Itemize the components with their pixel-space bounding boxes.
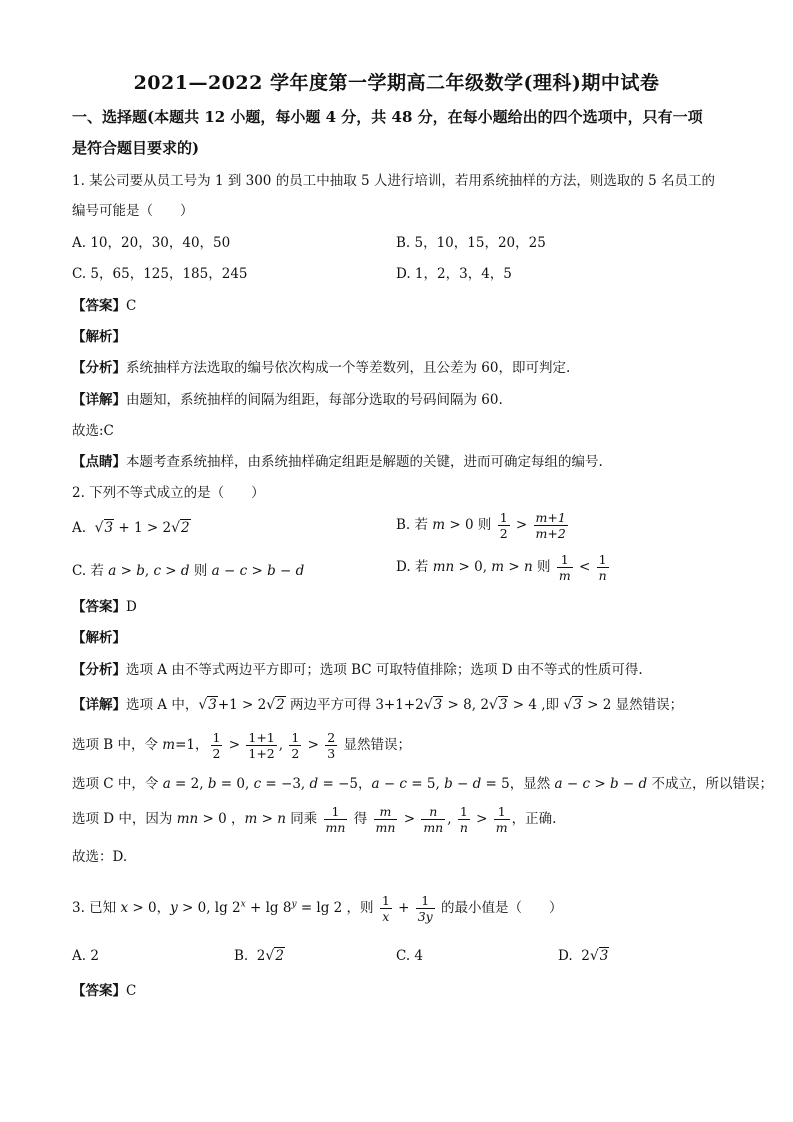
analysis-label: 【解析】: [72, 630, 126, 646]
q2-analysis-heading: [72, 628, 126, 648]
q2-option-c: C. 若 a > b, c > d 则 a − c > b − d: [72, 563, 305, 579]
q3-option-d: D. 2√3: [558, 948, 609, 964]
page-title: 2021—2022 学年度第一学期高二年级数学(理科)期中试卷: [133, 72, 660, 94]
analysis-label: 【解析】: [72, 329, 126, 345]
q1-comment: [72, 452, 603, 472]
answer-label: 【答案】: [72, 298, 126, 314]
q2-answer-value: D: [126, 599, 137, 615]
fenxi-label: 【分析】: [72, 662, 126, 678]
q2-choose: 故选：D.: [72, 849, 128, 865]
q2-answer: [72, 597, 137, 617]
q2-option-b: B. 若 m > 0 则 $\frac{1}{2}$ > $\frac{m+1}{m+2}$: [396, 510, 566, 541]
q1-fenxi: [72, 358, 570, 378]
q2-fenxi-text: 选项 A 由不等式两边平方即可；选项 BC 可取特值排除；选项 D 由不等式的性质可得.: [126, 662, 643, 678]
detail-label: 【详解】: [72, 697, 126, 713]
answer-label: 【答案】: [72, 983, 126, 999]
section-heading-line1: 一、选择题(本题共 12 小题，每小题 4 分，共 48 分，在每小题给出的四个选项中，只有一项: [72, 108, 703, 126]
answer-label: 【答案】: [72, 599, 126, 615]
q1-answer-value: C: [126, 298, 137, 314]
q2-detail-a: 【详解】选项 A 中，√3+1 > 2√2 两边平方可得 3+1+2√3 > 8, 2√3 > 4 ,即 √3 > 2 显然错误；: [72, 697, 684, 713]
q1-choose: 故选:C: [72, 423, 114, 439]
q3-stem-suffix: 的最小值是（ ）: [441, 900, 563, 916]
q1-detail: [72, 390, 503, 410]
q3-option-a: A. 2: [72, 948, 99, 964]
q3-stem-prefix: 3. 已知: [72, 900, 117, 916]
detail-label: 【详解】: [72, 392, 126, 408]
q1-option-d: D. 1，2，3，4，5: [396, 266, 512, 282]
fenxi-label: 【分析】: [72, 360, 126, 376]
q3-option-c: C. 4: [396, 948, 424, 964]
q2-stem: 2. 下列不等式成立的是（ ）: [72, 485, 265, 501]
q1-answer: [72, 296, 136, 316]
q1-stem-line2: 编号可能是（ ）: [72, 203, 194, 219]
q3-answer-value: C: [126, 983, 137, 999]
q2-detail-c: 选项 C 中，令 a = 2, b = 0, c = −3, d = −5，a − c = 5, b − d = 5，显然 a − c > b − d 不成立，所以错误；: [72, 776, 773, 792]
q1-stem-line1: 1. 某公司要从员工号为 1 到 300 的员工中抽取 5 人进行培训，若用系统抽样的方法，则选取的 5 名员工的: [72, 173, 716, 189]
q2-detail-d: 选项 D 中，因为 mn > 0 ，m > n 同乘 $\frac{1}{mn}$ 得 $\frac{m}{mn}$ > $\frac{n}{mn}$ , $\frac{1}{n}$ > $\frac{1}{m}$ ，正确.: [72, 804, 557, 835]
q1-detail-text: 由题知，系统抽样的间隔为组距，每部分选取的号码间隔为 60.: [126, 392, 503, 408]
q1-fenxi-text: 系统抽样方法选取的编号依次构成一个等差数列，且公差为 60，即可判定.: [126, 360, 571, 376]
comment-label: 【点睛】: [72, 454, 126, 470]
q2-detail-b: 选项 B 中，令 m=1， $\frac{1}{2}$ > $\frac{1+1}{1+2}$ , $\frac{1}{2}$ > $\frac{2}{3}$ 显然错误；: [72, 730, 411, 761]
q2-fenxi: [72, 660, 643, 680]
q2-option-a: A. √3 + 1 > 2√2: [72, 520, 190, 536]
q1-comment-text: 本题考查系统抽样，由系统抽样确定组距是解题的关键，进而可确定每组的编号.: [126, 454, 603, 470]
q1-analysis-heading: [72, 327, 126, 347]
q3-option-b: B. 2√2: [234, 948, 284, 964]
section-heading-line2: 是符合题目要求的): [72, 139, 200, 157]
q3-answer: [72, 981, 136, 1001]
q1-option-c: C. 5，65，125，185，245: [72, 266, 248, 282]
q1-option-a: A. 10，20，30，40，50: [72, 235, 231, 251]
q1-option-b: B. 5，10，15，20，25: [396, 235, 546, 251]
q2-option-d: D. 若 mn > 0, m > n 则 $\frac{1}{m}$ < $\frac{1}{n}$: [396, 552, 607, 583]
q3-stem: 3. 已知 x > 0，y > 0, $\lg 2^x + \lg 8^y = \lg 2$ ，则 $\frac{1}{x}$ + $\frac{1}{3y}$ 的最小值是（ ）: [72, 893, 563, 924]
